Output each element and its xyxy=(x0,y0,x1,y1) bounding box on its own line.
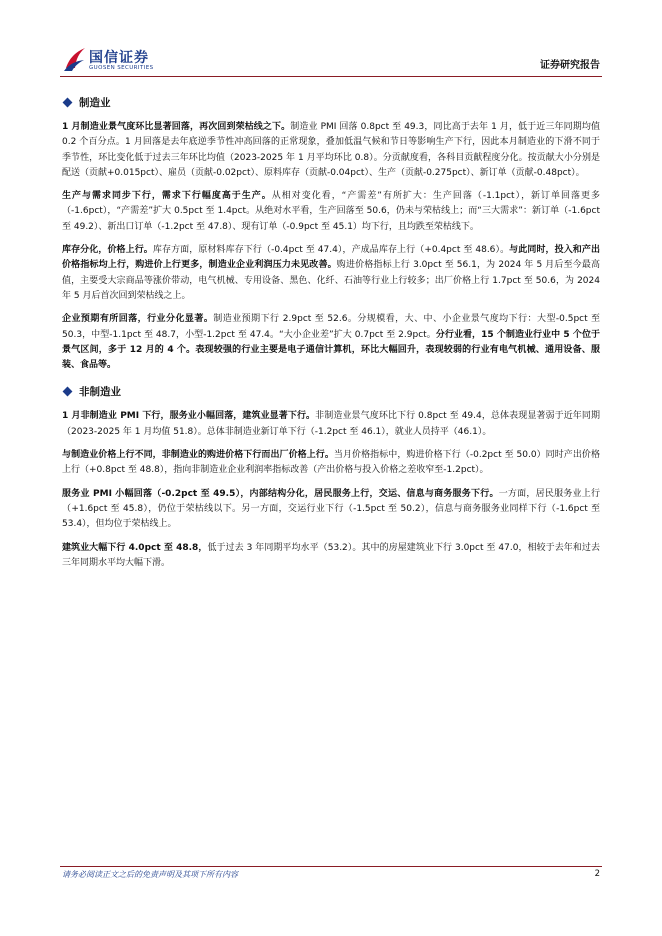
section-title-text: 非制造业 xyxy=(79,386,121,399)
paragraph xyxy=(62,409,600,440)
section-title-text: 制造业 xyxy=(79,97,111,109)
section-title-manufacturing xyxy=(62,95,600,110)
paragraph xyxy=(62,448,600,479)
paragraph xyxy=(62,120,600,181)
paragraph xyxy=(62,541,600,572)
paragraph-lead: 服务业 PMI 小幅回落（-0.2pct 至 49.5），内部结构分化，居民服务上行，交运、信息与商务服务下行。 xyxy=(62,488,499,499)
paragraph-text: 低于过去 3 年同期平均水平（53.2）。其中的房屋建筑业下行 3.0pct 至 47.0，相较于去年和过去三年同期水平均大幅下滑。 xyxy=(62,542,600,568)
diamond-bullet-icon xyxy=(63,387,73,397)
diamond-bullet-icon xyxy=(63,98,73,108)
disclaimer-text: 请务必阅读正文之后的免责声明及其项下所有内容 xyxy=(62,870,238,879)
paragraph-text: 一方面，居民服务业上行（+1.6pct 至 45.8），仍位于荣枯线以下。另一方面，交运行业下行（-1.5pct 至 50.2），信息与商务服务业同样下行（-1.6pct 至 53.4），但均位于荣枯线上。 xyxy=(62,488,600,530)
paragraph-text: 制造业 PMI 回落 0.8pct 至 49.3，同比高于去年 1 月，低于近三年同期均值 0.2 个百分点。1 月回落是去年底逆季节性冲高回落的正常现象，叠加低温气候和节日等影响生产下行，因此本月制造业的下滑不同于季节性，环比变化低于过去三年环比均值（2023-2025 年 1 月平均环比 0.8）。分贡献度看，各科目贡献程度分化。按贡献大小分别是配送（贡献+0.015pct）、雇员（贡献-0.02pct）、原料库存（贡献-0.04pct）、生产（贡献-0.275pct）、新订单（贡献-0.48pct）。 xyxy=(62,122,600,178)
paragraph-lead-2: 分行业看，15 个制造业行业中 5 个位于景气区间，多于 12 月的 4 个。表现较强的行业主要是电子通信计算机，环比大幅回升，表现较弱的行业有电气机械、通用设备、服装、食品等。 xyxy=(62,329,601,371)
paragraph-lead: 生产与需求同步下行，需求下行幅度高于生产。 xyxy=(62,191,272,202)
guosen-logo-icon xyxy=(64,46,86,72)
footer-divider xyxy=(60,866,602,867)
paragraph-text: 库存方面，原材料库存下行（-0.4pct 至 47.4），产成品库存上行（+0.4pct 至 48.6）。 xyxy=(152,245,510,256)
paragraph-lead: 库存分化，价格上行。 xyxy=(62,245,153,256)
logo-chinese-name: 国信证券 xyxy=(89,50,149,66)
paragraph-text: 当月价格指标中，购进价格下行（-0.2pct 至 50.0）同时产出价格上行（+0.8pct 至 48.8），指向非制造业企业利润率指标改善（产出价格与投入价格之差收窄至-1.2pct）。 xyxy=(62,450,600,476)
report-body xyxy=(62,95,600,579)
paragraph-lead: 1 月非制造业 PMI 下行，服务业小幅回落，建筑业显著下行。 xyxy=(62,411,316,422)
paragraph xyxy=(62,487,600,533)
logo-english-name: GUOSEN SECURITIES xyxy=(89,65,154,71)
paragraph-text-2: 购进价格指标上行 3.0pct 至 56.1，为 2024 年 5 月后至今最高值，主要受大宗商品等涨价带动，电气机械、专用设备、黑色、化纤、石油等行业上行较多；出厂价格上行 1.7pct 至 50.6，为 2024 年 5 月后首次回到荣枯线之上。 xyxy=(62,260,600,301)
paragraph-text: 制造业预期下行 2.9pct 至 52.6。分规模看，大、中、小企业景气度均下行：大型-0.5pct 至 50.3，中型-1.1pct 至 48.7，小型-1.2pct 至 47.4。“大小企业差”扩大 0.7pct 至 2.9pct。 xyxy=(62,314,600,340)
paragraph-lead: 建筑业大幅下行 4.0pct 至 48.8， xyxy=(62,542,208,553)
paragraph-text: 从相对变化看，“产需差”有所扩大：生产回落（-1.1pct），新订单回落更多（-1.6pct），“产需差”扩大 0.5pct 至 1.4pct。从绝对水平看，生产回落至 50.6，仍未与荣枯线上；而“三大需求”：新订单（-1.6pct 至 49.2）、新出口订单（-1.2pct 至 47.8）、现有订单（-0.9pct 至 45.1）均下行，且均跌至荣枯线下。 xyxy=(62,191,600,232)
page-number: 2 xyxy=(594,869,600,879)
paragraph-lead: 1 月制造业景气度环比显著回落，再次回到荣枯线之下。 xyxy=(62,122,291,132)
page-header xyxy=(0,0,662,80)
paragraph xyxy=(62,312,600,373)
paragraph xyxy=(62,243,600,304)
header-divider xyxy=(60,76,602,77)
company-logo xyxy=(64,44,184,78)
paragraph-lead: 与制造业价格上行不同，非制造业的购进价格下行而出厂价格上行。 xyxy=(62,450,334,461)
paragraph-lead-2: 与此同时，投入和产出价格指标均上行，购进价上行更多，制造业企业利润压力未见改善。 xyxy=(62,245,600,271)
section-title-non-manufacturing xyxy=(62,384,600,399)
report-type-label: 证券研究报告 xyxy=(540,60,600,71)
paragraph xyxy=(62,189,600,235)
paragraph-lead: 企业预期有所回落，行业分化显著。 xyxy=(62,314,214,325)
paragraph-text: 非制造业景气度环比下行 0.8pct 至 49.4，总体表现显著弱于近年同期（2023-2025 年 1 月均值 51.8）。总体非制造业新订单下行（-1.2pct 至 46.1），就业人员持平（46.1）。 xyxy=(62,411,600,437)
